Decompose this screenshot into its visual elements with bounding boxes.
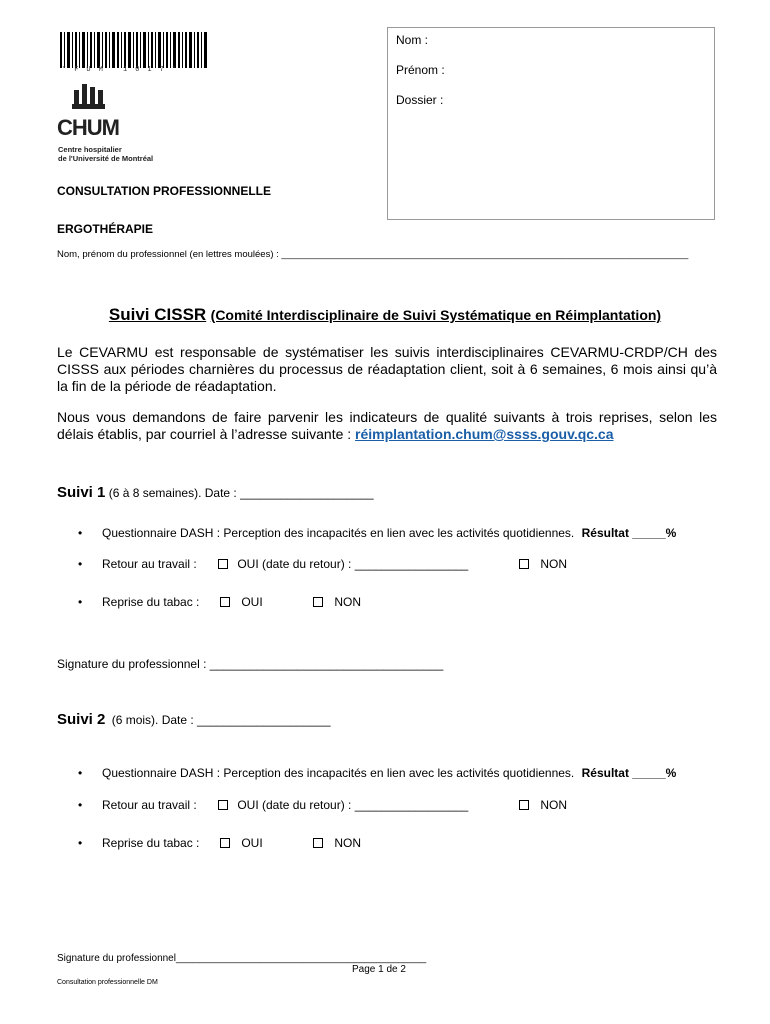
suivi-1-tabac-label: Reprise du tabac : bbox=[102, 595, 200, 609]
suivi-1-tabac-non[interactable] bbox=[313, 595, 361, 609]
chum-logo-icon bbox=[72, 84, 106, 110]
suivi-1-retour-non[interactable] bbox=[519, 557, 567, 571]
suivi-2-retour-label: Retour au travail : bbox=[102, 798, 197, 812]
suivi-1-signature-field[interactable]: Signature du professionnel : ___________________________________ bbox=[57, 657, 444, 671]
page-number: Page 1 de 2 bbox=[352, 964, 406, 975]
suivi-2-retour-non[interactable] bbox=[519, 798, 567, 812]
retour-non-label: NON bbox=[540, 557, 568, 571]
checkbox[interactable] bbox=[220, 597, 230, 607]
checkbox[interactable] bbox=[218, 800, 228, 810]
bullet: • bbox=[78, 766, 83, 780]
dossier-label: Dossier : bbox=[396, 93, 444, 107]
intro-paragraph-2-text: Nous vous demandons de faire parvenir les indicateurs de qualité suivants à trois reprises, selon les délais établis, par courriel à l’adresse suivante : bbox=[57, 409, 717, 442]
consultation-heading: CONSULTATION PROFESSIONNELLE bbox=[57, 184, 272, 198]
retour-non-label: NON bbox=[540, 798, 568, 812]
email-link[interactable]: réimplantation.chum@ssss.gouv.qc.ca bbox=[355, 426, 614, 442]
patient-id-box bbox=[387, 27, 715, 220]
suivi-2-signature-field[interactable]: Signature du professionnel_____________________________________________ bbox=[57, 953, 427, 964]
title-main: Suivi CISSR bbox=[108, 305, 207, 324]
checkbox[interactable] bbox=[519, 800, 529, 810]
suivi-2-tabac-non[interactable] bbox=[313, 836, 361, 850]
department-heading: ERGOTHÉRAPIE bbox=[57, 222, 154, 236]
suivi-2-label: Suivi 2 bbox=[57, 711, 106, 728]
retour-oui-label: OUI (date du retour) : _________________ bbox=[237, 798, 469, 812]
intro-paragraph-2 bbox=[57, 409, 717, 443]
tabac-non-label: NON bbox=[334, 595, 362, 609]
suivi-1-dash bbox=[102, 526, 676, 540]
barcode-text: *FUM 1017* bbox=[62, 66, 185, 74]
prenom-label: Prénom : bbox=[396, 63, 445, 77]
checkbox[interactable] bbox=[519, 559, 529, 569]
nom-label: Nom : bbox=[396, 33, 429, 47]
logo-subtitle-line-1: Centre hospitalier bbox=[58, 145, 122, 154]
logo-wordmark: CHUM bbox=[57, 115, 119, 140]
bullet: • bbox=[78, 798, 83, 812]
dash-question: Questionnaire DASH : Perception des incapacités en lien avec les activités quotidiennes. bbox=[102, 526, 575, 540]
barcode bbox=[60, 32, 208, 68]
logo-subtitle-line-2: de l'Université de Montréal bbox=[58, 154, 154, 163]
suivi-1-retour-label: Retour au travail : bbox=[102, 557, 197, 571]
suivi-2-dash bbox=[102, 766, 676, 780]
bullet: • bbox=[78, 526, 83, 540]
title-sub: (Comité Interdisciplinaire de Suivi Systématique en Réimplantation) bbox=[210, 307, 662, 323]
suivi-1-retour-oui[interactable] bbox=[218, 557, 468, 571]
tabac-non-label: NON bbox=[334, 836, 362, 850]
dash-result-field[interactable]: Résultat _____% bbox=[581, 766, 677, 780]
suivi-2-tabac-oui[interactable] bbox=[220, 836, 263, 850]
checkbox[interactable] bbox=[313, 838, 323, 848]
checkbox[interactable] bbox=[313, 597, 323, 607]
suivi-1-heading bbox=[57, 484, 374, 501]
suivi-2-retour-oui[interactable] bbox=[218, 798, 468, 812]
footer-doc-label: Consultation professionnelle DM bbox=[57, 979, 158, 986]
suivi-2-date-field[interactable]: (6 mois). Date : ____________________ bbox=[111, 713, 331, 727]
form-title bbox=[0, 305, 770, 325]
retour-oui-label: OUI (date du retour) : _________________ bbox=[237, 557, 469, 571]
suivi-1-tabac-oui[interactable] bbox=[220, 595, 263, 609]
logo-subtitle bbox=[58, 145, 153, 163]
tabac-oui-label: OUI bbox=[241, 836, 263, 850]
suivi-1-label: Suivi 1 bbox=[57, 484, 106, 501]
suivi-1-date-field[interactable]: (6 à 8 semaines). Date : ____________________ bbox=[108, 486, 374, 500]
bullet: • bbox=[78, 595, 83, 609]
tabac-oui-label: OUI bbox=[241, 595, 263, 609]
suivi-2-tabac-label: Reprise du tabac : bbox=[102, 836, 200, 850]
bullet: • bbox=[78, 836, 83, 850]
suivi-2-heading bbox=[57, 711, 331, 728]
bullet: • bbox=[78, 557, 83, 571]
dash-result-field[interactable]: Résultat _____% bbox=[581, 526, 677, 540]
dash-question: Questionnaire DASH : Perception des incapacités en lien avec les activités quotidiennes. bbox=[102, 766, 575, 780]
intro-paragraph-1: Le CEVARMU est responsable de systématiser les suivis interdisciplinaires CEVARMU-CRDP/CH des CISSS aux périodes charnières du processus de réadaptation client, soit à 6 semaines, 6 mois ainsi qu’à la fin de la période de réadaptation. bbox=[57, 344, 717, 394]
checkbox[interactable] bbox=[220, 838, 230, 848]
checkbox[interactable] bbox=[218, 559, 228, 569]
professional-name-field[interactable]: Nom, prénom du professionnel (en lettres moulées) : _____________________________________________________________________________ bbox=[57, 249, 689, 260]
